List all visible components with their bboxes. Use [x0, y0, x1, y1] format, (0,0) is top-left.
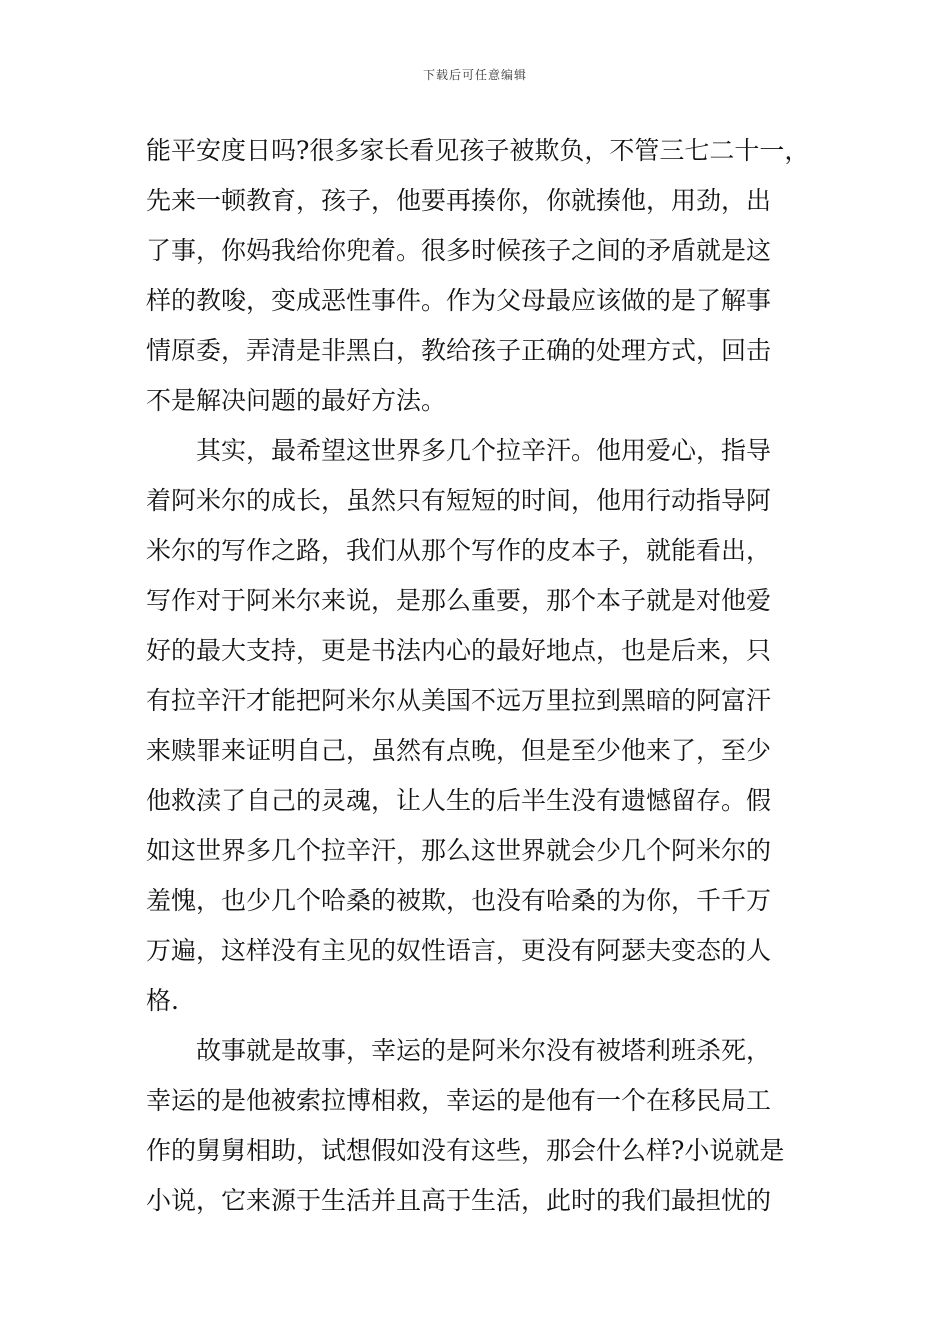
page-header: 下载后可任意编辑	[422, 68, 527, 82]
text-line: 如这世界多几个拉辛汗，那么这世界就会少几个阿米尔的	[146, 836, 772, 865]
text-line: 其实，最希望这世界多几个拉辛汗。他用爱心，指导	[146, 436, 772, 465]
text-line: 小说，它来源于生活并且高于生活，此时的我们最担忧的	[146, 1186, 772, 1215]
text-line: 他救渎了自己的灵魂，让人生的后半生没有遗憾留存。假	[146, 786, 772, 815]
text-line: 故事就是故事，幸运的是阿米尔没有被塔利班杀死，	[146, 1036, 772, 1065]
text-line: 不是解决问题的最好方法。	[146, 386, 447, 415]
text-line: 情原委，弄清是非黑白，教给孩子正确的处理方式，回击	[146, 336, 772, 365]
text-line: 作的舅舅相助，试想假如没有这些，那会什么样?小说就是	[146, 1136, 785, 1165]
text-line: 能平安度日吗?很多家长看见孩子被欺负，不管三七二十一，	[146, 136, 810, 165]
text-line: 了事，你妈我给你兜着。很多时候孩子之间的矛盾就是这	[146, 236, 772, 265]
document-body	[146, 126, 816, 1226]
text-line: 格.	[146, 986, 179, 1015]
text-line: 样的教唆，变成恶性事件。作为父母最应该做的是了解事	[146, 286, 772, 315]
text-line: 幸运的是他被索拉博相救，幸运的是他有一个在移民局工	[146, 1086, 772, 1115]
text-line: 先来一顿教育，孩子，他要再揍你，你就揍他，用劲，出	[146, 186, 772, 215]
text-line: 米尔的写作之路，我们从那个写作的皮本子，就能看出，	[146, 536, 772, 565]
text-line: 着阿米尔的成长，虽然只有短短的时间，他用行动指导阿	[146, 486, 772, 515]
text-line: 有拉辛汗才能把阿米尔从美国不远万里拉到黑暗的阿富汗	[146, 686, 772, 715]
text-line: 好的最大支持，更是书法内心的最好地点，也是后来，只	[146, 636, 772, 665]
text-line: 羞愧，也少几个哈桑的被欺，也没有哈桑的为你，千千万	[146, 886, 772, 915]
text-line: 万遍，这样没有主见的奴性语言，更没有阿瑟夫变态的人	[146, 936, 772, 965]
text-line: 写作对于阿米尔来说，是那么重要，那个本子就是对他爱	[146, 586, 772, 615]
text-line: 来赎罪来证明自己，虽然有点晚，但是至少他来了，至少	[146, 736, 772, 765]
